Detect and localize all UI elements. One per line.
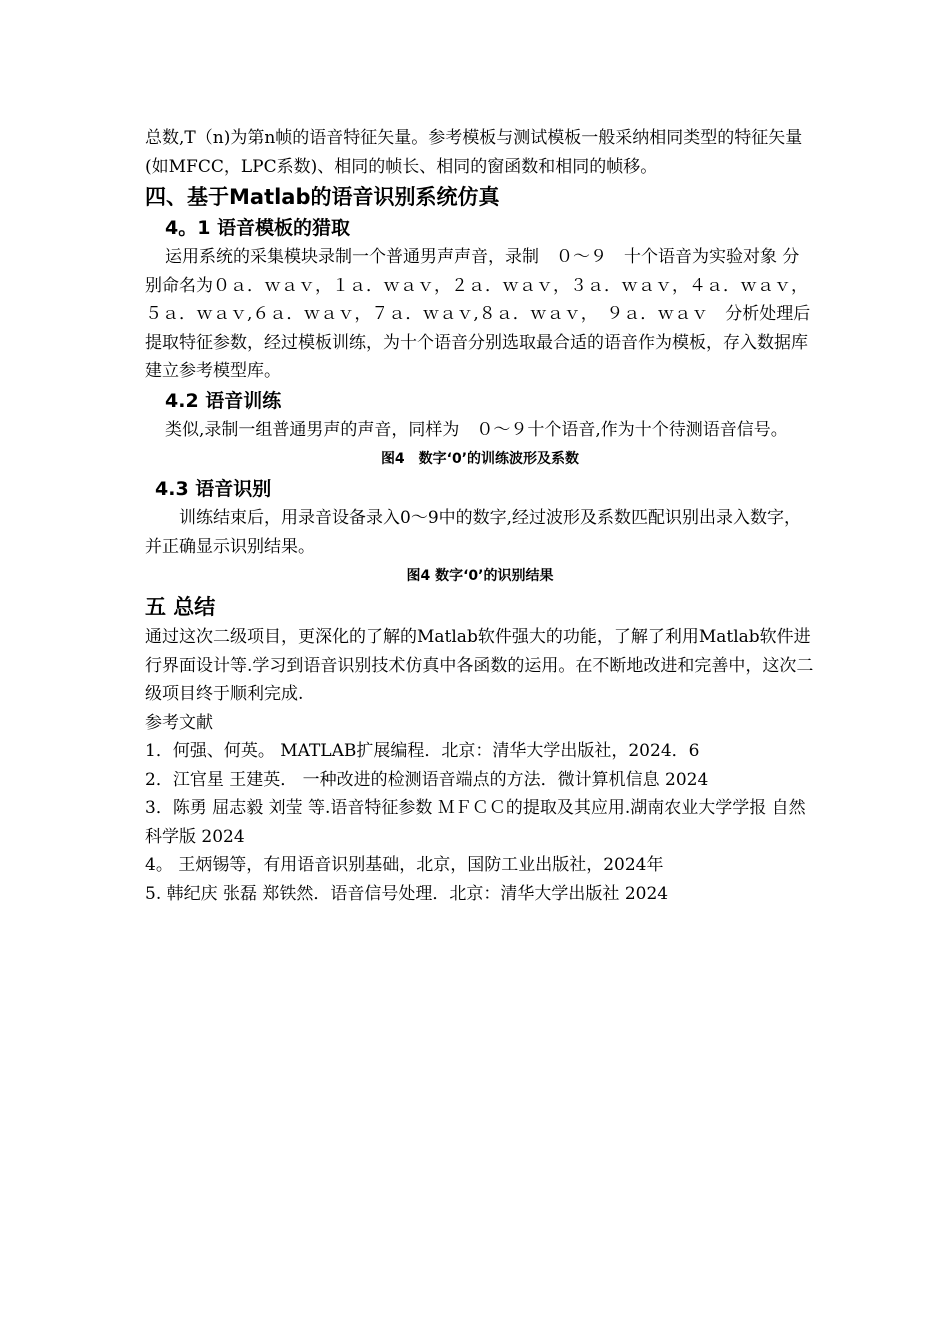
section-4-3-title: 4.3 语音识别 bbox=[155, 478, 272, 500]
section-4-2-title: 4.2 语音训练 bbox=[165, 389, 282, 412]
section-4-1-paragraph: 运用系统的采集模块录制一个普通男声声音，录制 ０～９ 十个语音为实验对象 分别命名为０ａ．ｗａｖ，１ａ．ｗａｖ，２ａ．ｗａｖ，３ａ．ｗａｖ，４ａ．ｗａｖ，５ａ．ｗａｖ,６ａ．ｗａｖ，７ａ．ｗａｖ,８ａ．ｗａｖ， ９ａ．ｗａｖ 分析处理后提取特征参数，经过模板训练，为十个语音分别选取最合适的语音作为模板，存入数据库建立参考模型库。 bbox=[145, 247, 811, 381]
intro-paragraph: 总数,T（n)为第n帧的语音特征矢量。参考模板与测试模板一般采纳相同类型的特征矢量(如MFCC，LPC系数)、相同的帧长、相同的窗函数和相同的帧移。 bbox=[145, 128, 803, 177]
reference-item: 5. 韩纪庆 张磊 郑铁然．语音信号处理．北京：清华大学出版社 2024 bbox=[145, 883, 669, 904]
section-4-3-paragraph: 训练结束后，用录音设备录入0～9中的数字,经过波形及系数匹配识别出录入数字，并正确显示识别结果。 bbox=[145, 508, 802, 557]
section-4-2-paragraph: 类似,录制一组普通男声的声音，同样为 ０～９十个语音,作为十个待测语音信号。 bbox=[165, 419, 788, 440]
section-5-paragraph: 通过这次二级项目，更深化的了解的Matlab软件强大的功能，了解了利用Matlab软件进行界面设计等.学习到语音识别技术仿真中各函数的运用。在不断地改进和完善中，这次二级项目终于顺利完成. bbox=[145, 627, 814, 704]
figure-caption-training: 图4 数字‘0’的训练波形及系数 bbox=[380, 451, 580, 467]
figure-caption-recognition: 图4 数字‘0’的识别结果 bbox=[406, 568, 554, 584]
section-5-title: 五 总结 bbox=[145, 595, 216, 619]
references-title: 参考文献 bbox=[145, 712, 213, 733]
reference-item: 2．江官星 王建英． 一种改进的检测语音端点的方法．微计算机信息 2024 bbox=[145, 769, 709, 790]
references-list bbox=[145, 737, 815, 908]
section-4-title: 四、基于Matlab的语音识别系统仿真 bbox=[145, 185, 500, 209]
reference-item: 4。 王炳锡等，有用语音识别基础，北京，国防工业出版社，2024年 bbox=[145, 855, 664, 875]
section-4-1-title: 4。1 语音模板的猎取 bbox=[165, 217, 351, 239]
reference-item: 1．何强、何英。 MATLAB扩展编程．北京：清华大学出版社，2024．6 bbox=[145, 741, 700, 761]
reference-item: 3．陈勇 屈志毅 刘莹 等.语音特征参数 ＭＦＣＣ的提取及其应用.湖南农业大学学报 自然科学版 2024 bbox=[145, 798, 806, 847]
document-page bbox=[145, 124, 815, 908]
